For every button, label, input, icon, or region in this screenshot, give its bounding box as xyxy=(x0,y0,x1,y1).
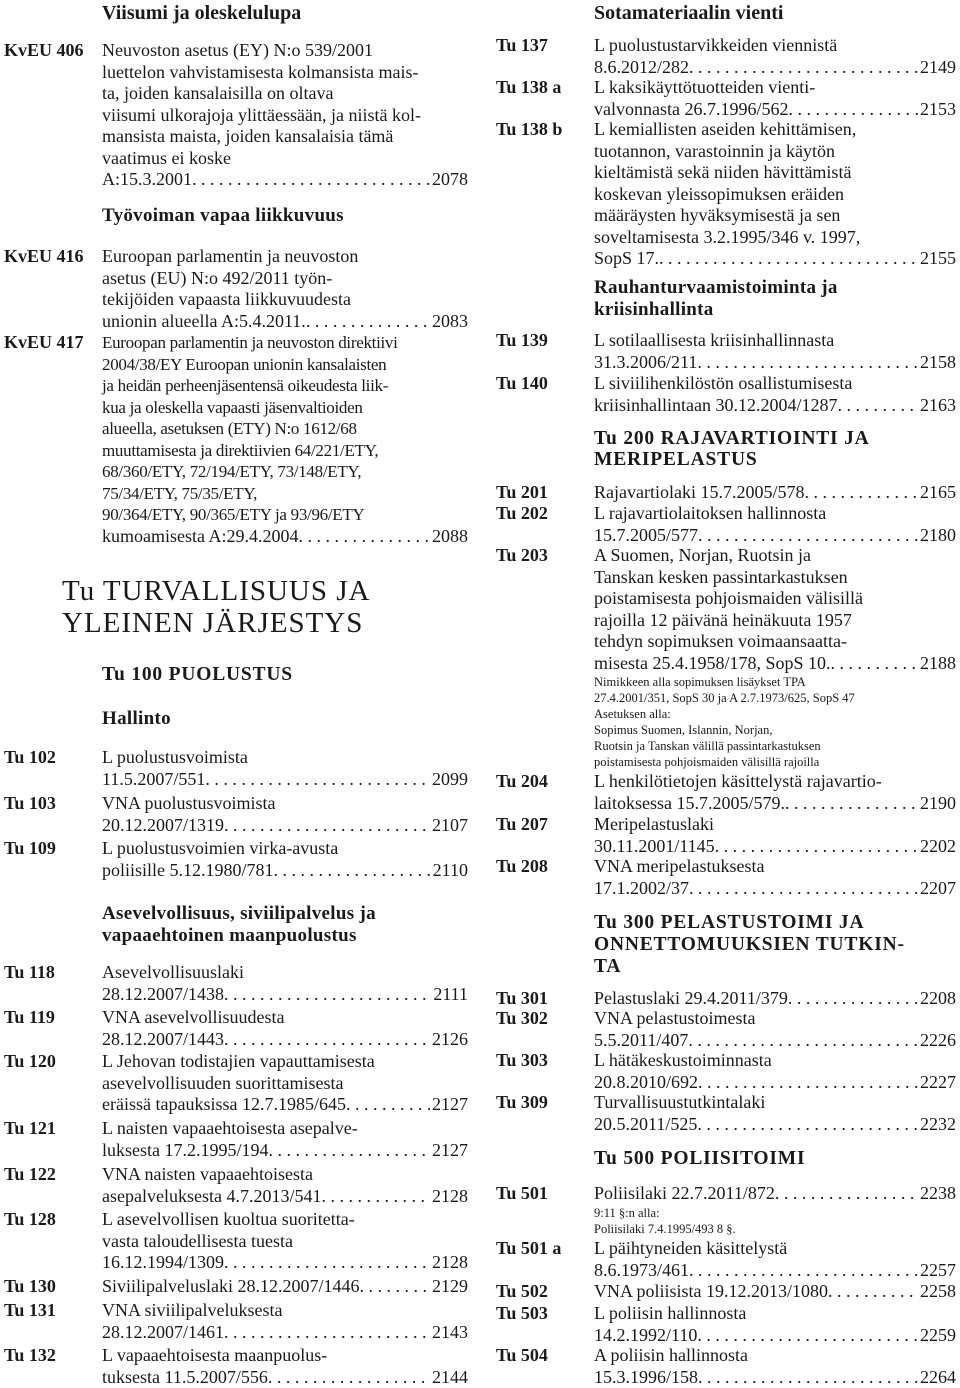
section-heading-peace-1: Rauhanturvaamistoiminta ja xyxy=(594,277,956,299)
entry-last-line: poliisille 5.12.1980/781 xyxy=(102,860,274,882)
entry-code: Tu 302 xyxy=(496,1008,548,1030)
entry-text xyxy=(594,1281,956,1303)
entry-code: Tu 503 xyxy=(496,1303,548,1325)
entry-line: Euroopan parlamentin ja neuvoston direktiivi xyxy=(102,332,468,354)
dot-leader xyxy=(224,984,431,1006)
entry-code: Tu 204 xyxy=(496,771,548,793)
entry-last-line: 20.5.2011/525 xyxy=(594,1114,697,1136)
section-heading-tu200-2: MERIPELASTUS xyxy=(594,449,956,470)
page-number: 2149 xyxy=(918,57,956,79)
entry-code: Tu 130 xyxy=(4,1276,56,1298)
entry-line: L puolustusvoimista xyxy=(102,747,468,769)
entry-line: muuttamisesta ja direktiivien 64/221/ETY, xyxy=(102,440,468,462)
page-number: 2259 xyxy=(918,1325,956,1347)
entry-last-line: VNA poliisista 19.12.2013/1080 xyxy=(594,1281,828,1303)
entry-line: L siviilihenkilöstön osallistumisesta xyxy=(594,373,956,395)
entry-text xyxy=(102,332,468,547)
entry-line: L puolustustarvikkeiden viennistä xyxy=(594,35,956,57)
dot-leader xyxy=(804,482,918,504)
entry-code: Tu 138 a xyxy=(496,77,561,99)
page-number: 2129 xyxy=(430,1276,468,1298)
entry-last-line: 28.12.2007/1443 xyxy=(102,1029,224,1051)
section-heading-peace-2: kriisinhallinta xyxy=(594,299,956,321)
page-number: 2158 xyxy=(918,352,956,374)
entry-code: Tu 131 xyxy=(4,1300,56,1322)
page-number: 2078 xyxy=(430,169,468,191)
entry-line: tekijöiden vapaasta liikkuvuudesta xyxy=(102,289,468,311)
entry-line: tehdyn sopimuksen voimaansaatta- xyxy=(594,631,956,653)
dot-leader xyxy=(321,1186,430,1208)
entry-line: asetus (EU) N:o 492/2011 työn- xyxy=(102,268,468,290)
entry-line: A poliisin hallinnosta xyxy=(594,1345,956,1367)
dot-leader xyxy=(306,311,430,333)
page-number: 2111 xyxy=(431,984,468,1006)
entry-note: 9:11 §:n alla: xyxy=(594,1205,956,1221)
dot-leader xyxy=(268,1367,430,1388)
entry-last-line: 17.1.2002/37 xyxy=(594,878,689,900)
entry-text xyxy=(102,1209,468,1274)
entry-text xyxy=(102,246,468,332)
dot-leader xyxy=(697,352,918,374)
entry-line: L sotilaallisesta kriisinhallinnasta xyxy=(594,330,956,352)
dot-leader xyxy=(831,653,918,675)
entry-code: Tu 137 xyxy=(496,35,548,57)
dot-leader xyxy=(715,836,918,858)
entry-last-line: 20.12.2007/1319 xyxy=(102,815,224,837)
entry-line: tuotannon, varastoinnin ja käytön xyxy=(594,141,956,163)
entry-text xyxy=(102,1276,468,1298)
page-number: 2144 xyxy=(430,1367,468,1388)
entry-text xyxy=(594,814,956,857)
entry-last-line: A:15.3.2001 xyxy=(102,169,192,191)
entry-line: VNA pelastustoimesta xyxy=(594,1008,956,1030)
entry-line: mansista maista, joiden kansalaisia tämä xyxy=(102,126,468,148)
entry-line: alueella, asetuksen (ETY) N:o 1612/68 xyxy=(102,418,468,440)
entry-last-line: kumoamisesta A:29.4.2004 xyxy=(102,526,299,548)
section-heading-tu300-3: TA xyxy=(594,956,956,977)
entry-code: KvEU 416 xyxy=(4,246,84,268)
section-heading-tu300-1: Tu 300 PELASTUSTOIMI JA xyxy=(594,912,956,933)
main-heading-line2: YLEINEN JÄRJESTYS xyxy=(62,607,468,639)
page-number: 2264 xyxy=(918,1367,956,1388)
entry-line: L Jehovan todistajien vapauttamisesta xyxy=(102,1051,468,1073)
entry-last-line: kriisinhallintaan 30.12.2004/1287 xyxy=(594,395,837,417)
entry-code: Tu 301 xyxy=(496,988,548,1010)
page-number: 2155 xyxy=(918,248,956,270)
entry-code: Tu 139 xyxy=(496,330,548,352)
entry-line: L rajavartiolaitoksen hallinnosta xyxy=(594,503,956,525)
entry-line: ta, joiden kansalaisilla on oltava xyxy=(102,83,468,105)
entry-code: Tu 208 xyxy=(496,856,548,878)
entry-text xyxy=(102,1118,468,1161)
page-number: 2190 xyxy=(918,793,956,815)
entry-last-line: laitoksessa 15.7.2005/579. xyxy=(594,793,785,815)
entry-text xyxy=(594,988,956,1010)
entry-text xyxy=(102,962,468,1005)
entry-line: VNA puolustusvoimista xyxy=(102,793,468,815)
entry-line: VNA asevelvollisuudesta xyxy=(102,1007,468,1029)
entry-code: Tu 128 xyxy=(4,1209,56,1231)
entry-line: poistamisesta pohjoismaiden välisillä xyxy=(594,588,956,610)
dot-leader xyxy=(659,248,918,270)
entry-code: Tu 309 xyxy=(496,1092,548,1114)
page-number: 2128 xyxy=(430,1186,468,1208)
entry-text xyxy=(594,1345,956,1388)
entry-text xyxy=(102,793,468,836)
dot-leader xyxy=(697,1325,918,1347)
entry-line: kieltämistä sekä niiden hävittämistä xyxy=(594,162,956,184)
entry-text xyxy=(102,1300,468,1343)
dot-leader xyxy=(788,99,918,121)
entry-text xyxy=(594,330,956,373)
entry-code: Tu 138 b xyxy=(496,119,562,141)
page-number: 2107 xyxy=(430,815,468,837)
entry-text xyxy=(102,40,468,191)
entry-note: 27.4.2001/351, SopS 30 ja A 2.7.1973/625, SopS 47 xyxy=(594,690,956,706)
entry-last-line: 16.12.1994/1309 xyxy=(102,1252,224,1274)
page-number: 2207 xyxy=(918,878,956,900)
entry-line: L asevelvollisen kuoltua suoritetta- xyxy=(102,1209,468,1231)
page-number: 2083 xyxy=(430,311,468,333)
entry-line: ja heidän perheenjäsentensä oikeudesta liik- xyxy=(102,375,468,397)
entry-line: Meripelastuslaki xyxy=(594,814,956,836)
entry-last-line: 28.12.2007/1461 xyxy=(102,1322,224,1344)
entry-line: Euroopan parlamentin ja neuvoston xyxy=(102,246,468,268)
entry-line: A Suomen, Norjan, Ruotsin ja xyxy=(594,545,956,567)
entry-text xyxy=(594,1092,956,1135)
entry-note: Ruotsin ja Tanskan välillä passintarkastuksen xyxy=(594,738,956,754)
entry-code: Tu 501 a xyxy=(496,1238,561,1260)
entry-last-line: misesta 25.4.1958/178, SopS 10. xyxy=(594,653,831,675)
entry-code: KvEU 406 xyxy=(4,40,84,62)
page-number: 2226 xyxy=(918,1030,956,1052)
entry-code: Tu 122 xyxy=(4,1164,56,1186)
entry-line: L vapaaehtoisesta maanpuolus- xyxy=(102,1345,468,1367)
dot-leader xyxy=(224,1029,430,1051)
entry-code: Tu 207 xyxy=(496,814,548,836)
dot-leader xyxy=(689,1260,918,1282)
entry-last-line: 20.8.2010/692 xyxy=(594,1072,698,1094)
page-number: 2143 xyxy=(430,1322,468,1344)
section-heading-conscription-1: Asevelvollisuus, siviilipalvelus ja xyxy=(102,903,468,925)
entry-code: KvEU 417 xyxy=(4,332,84,354)
entry-note: Nimikkeen alla sopimuksen lisäykset TPA xyxy=(594,674,956,690)
entry-text xyxy=(102,747,468,790)
entry-text xyxy=(594,373,956,416)
entry-last-line: Rajavartiolaki 15.7.2005/578 xyxy=(594,482,804,504)
entry-line: L henkilötietojen käsittelystä rajavartio- xyxy=(594,771,956,793)
dot-leader xyxy=(688,1030,918,1052)
entry-last-line: 15.3.1996/158 xyxy=(594,1367,698,1388)
entry-code: Tu 118 xyxy=(4,962,55,984)
entry-code: Tu 201 xyxy=(496,482,548,504)
dot-leader xyxy=(192,169,430,191)
entry-line: Tanskan kesken passintarkastuksen xyxy=(594,567,956,589)
entry-text xyxy=(594,1183,956,1237)
entry-line: soveltamisesta 3.2.1995/346 v. 1997, xyxy=(594,227,956,249)
section-heading-visa: Viisumi ja oleskelulupa xyxy=(102,2,468,24)
entry-text xyxy=(594,1008,956,1051)
entry-line: L hätäkeskustoiminnasta xyxy=(594,1050,956,1072)
entry-last-line: 28.12.2007/1438 xyxy=(102,984,224,1006)
entry-last-line: Poliisilaki 22.7.2011/872 xyxy=(594,1183,775,1205)
page-number: 2258 xyxy=(918,1281,956,1303)
page-number: 2238 xyxy=(918,1183,956,1205)
dot-leader xyxy=(828,1281,918,1303)
entry-note: Sopimus Suomen, Islannin, Norjan, xyxy=(594,722,956,738)
dot-leader xyxy=(346,1094,430,1116)
entry-note: Asetuksen alla: xyxy=(594,706,956,722)
entry-text xyxy=(594,119,956,270)
entry-line: Turvallisuustutkintalaki xyxy=(594,1092,956,1114)
entry-line: L poliisin hallinnosta xyxy=(594,1303,956,1325)
entry-line: vasta taloudellisesta tuesta xyxy=(102,1231,468,1253)
entry-code: Tu 140 xyxy=(496,373,548,395)
dot-leader xyxy=(698,1072,918,1094)
entry-last-line: 31.3.2006/211 xyxy=(594,352,697,374)
dot-leader xyxy=(837,395,918,417)
entry-text xyxy=(594,1303,956,1346)
dot-leader xyxy=(689,878,918,900)
entry-line: 90/364/ETY, 90/365/ETY ja 93/96/ETY xyxy=(102,504,468,526)
page-number: 2163 xyxy=(918,395,956,417)
entry-text xyxy=(102,1164,468,1207)
section-heading-tu500: Tu 500 POLIISITOIMI xyxy=(594,1148,956,1169)
page-number: 2153 xyxy=(918,99,956,121)
entry-code: Tu 502 xyxy=(496,1281,548,1303)
entry-line: L päihtyneiden käsittelystä xyxy=(594,1238,956,1260)
page-number: 2208 xyxy=(918,988,956,1010)
page-number: 2165 xyxy=(918,482,956,504)
dot-leader xyxy=(299,526,431,548)
section-heading-labour: Työvoiman vapaa liikkuvuus xyxy=(102,205,468,227)
entry-line: 75/34/ETY, 75/35/ETY, xyxy=(102,483,468,505)
dot-leader xyxy=(689,57,918,79)
entry-line: VNA siviilipalveluksesta xyxy=(102,1300,468,1322)
entry-text xyxy=(102,1345,468,1388)
entry-last-line: unionin alueella A:5.4.2011. xyxy=(102,311,306,333)
entry-line: L kemiallisten aseiden kehittämisen, xyxy=(594,119,956,141)
entry-line: viisumi ulkorajoja ylittäessään, ja niistä kol- xyxy=(102,105,468,127)
entry-line: Asevelvollisuuslaki xyxy=(102,962,468,984)
entry-line: L naisten vapaaehtoisesta asepalve- xyxy=(102,1118,468,1140)
dot-leader xyxy=(274,860,431,882)
section-heading-tu100: Tu 100 PUOLUSTUS xyxy=(102,664,468,685)
section-heading-tu200-1: Tu 200 RAJAVARTIOINTI JA xyxy=(594,428,956,449)
entry-text xyxy=(594,482,956,504)
dot-leader xyxy=(224,1322,430,1344)
entry-text xyxy=(594,35,956,78)
page-number: 2127 xyxy=(430,1094,468,1116)
dot-leader xyxy=(269,1140,431,1162)
entry-last-line: Siviilipalveluslaki 28.12.2007/1446 xyxy=(102,1276,360,1298)
entry-code: Tu 132 xyxy=(4,1345,56,1367)
entry-text xyxy=(102,1051,468,1116)
dot-leader xyxy=(697,1114,918,1136)
dot-leader xyxy=(698,1367,918,1388)
section-heading-export: Sotamateriaalin vienti xyxy=(594,2,956,24)
page-number: 2126 xyxy=(430,1029,468,1051)
entry-line: asevelvollisuuden suorittamisesta xyxy=(102,1073,468,1095)
section-heading-conscription-2: vapaaehtoinen maanpuolustus xyxy=(102,925,468,947)
dot-leader xyxy=(788,988,918,1010)
dot-leader xyxy=(205,769,430,791)
entry-code: Tu 501 xyxy=(496,1183,548,1205)
dot-leader xyxy=(224,815,430,837)
entry-code: Tu 119 xyxy=(4,1007,55,1029)
entry-text xyxy=(594,1238,956,1281)
entry-code: Tu 303 xyxy=(496,1050,548,1072)
entry-text xyxy=(594,856,956,899)
entry-text xyxy=(594,1050,956,1093)
entry-line: vaatimus ei koske xyxy=(102,148,468,170)
entry-line: määräysten hyväksymisestä ja sen xyxy=(594,205,956,227)
dot-leader xyxy=(785,793,918,815)
entry-text xyxy=(594,545,956,770)
entry-last-line: 11.5.2007/551 xyxy=(102,769,205,791)
main-heading-line1: Tu TURVALLISUUS JA xyxy=(62,575,468,607)
entry-text xyxy=(594,77,956,120)
entry-line: 2004/38/EY Euroopan unionin kansalaisten xyxy=(102,354,468,376)
entry-text xyxy=(102,1007,468,1050)
page-number: 2180 xyxy=(918,525,956,547)
page-number: 2128 xyxy=(430,1252,468,1274)
entry-last-line: valvonnasta 26.7.1996/562 xyxy=(594,99,788,121)
dot-leader xyxy=(775,1183,918,1205)
entry-code: Tu 120 xyxy=(4,1051,56,1073)
entry-last-line: eräissä tapauksissa 12.7.1985/645 xyxy=(102,1094,346,1116)
entry-note: Poliisilaki 7.4.1995/493 8 §. xyxy=(594,1221,956,1237)
entry-text xyxy=(594,503,956,546)
entry-last-line: 5.5.2011/407 xyxy=(594,1030,688,1052)
entry-code: Tu 202 xyxy=(496,503,548,525)
section-heading-tu300-2: ONNETTOMUUKSIEN TUTKIN- xyxy=(594,934,956,955)
entry-code: Tu 121 xyxy=(4,1118,56,1140)
entry-line: kua ja oleskella vapaasti jäsenvaltioiden xyxy=(102,397,468,419)
entry-line: rajoilla 12 päivänä heinäkuuta 1957 xyxy=(594,610,956,632)
entry-code: Tu 102 xyxy=(4,747,56,769)
entry-last-line: SopS 17. xyxy=(594,248,659,270)
page-number: 2088 xyxy=(430,526,468,548)
page-number: 2188 xyxy=(918,653,956,675)
entry-line: L kaksikäyttötuotteiden vienti- xyxy=(594,77,956,99)
dot-leader xyxy=(698,525,918,547)
page-number: 2202 xyxy=(918,836,956,858)
entry-line: VNA naisten vapaaehtoisesta xyxy=(102,1164,468,1186)
entry-code: Tu 203 xyxy=(496,545,548,567)
entry-last-line: Pelastuslaki 29.4.2011/379 xyxy=(594,988,788,1010)
page-number: 2232 xyxy=(918,1114,956,1136)
entry-last-line: tuksesta 11.5.2007/556 xyxy=(102,1367,268,1388)
entry-last-line: luksesta 17.2.1995/194 xyxy=(102,1140,269,1162)
entry-last-line: 8.6.1973/461 xyxy=(594,1260,689,1282)
entry-line: L puolustusvoimien virka-avusta xyxy=(102,838,468,860)
entry-text xyxy=(102,838,468,881)
entry-note: poistamisesta pohjoismaiden välisillä rajoilla xyxy=(594,754,956,770)
page-number: 2227 xyxy=(918,1072,956,1094)
page-number: 2110 xyxy=(431,860,468,882)
page-number: 2099 xyxy=(430,769,468,791)
page-number: 2257 xyxy=(918,1260,956,1282)
entry-last-line: 30.11.2001/1145 xyxy=(594,836,715,858)
entry-code: Tu 103 xyxy=(4,793,56,815)
entry-code: Tu 504 xyxy=(496,1345,548,1367)
entry-last-line: 14.2.1992/110 xyxy=(594,1325,697,1347)
entry-line: Neuvoston asetus (EY) N:o 539/2001 xyxy=(102,40,468,62)
entry-line: koskevan yleissopimuksen eräiden xyxy=(594,184,956,206)
entry-code: Tu 109 xyxy=(4,838,56,860)
dot-leader xyxy=(224,1252,430,1274)
entry-last-line: 15.7.2005/577 xyxy=(594,525,698,547)
entry-line: VNA meripelastuksesta xyxy=(594,856,956,878)
entry-last-line: asepalveluksesta 4.7.2013/541 xyxy=(102,1186,321,1208)
dot-leader xyxy=(360,1276,431,1298)
page-number: 2127 xyxy=(430,1140,468,1162)
entry-text xyxy=(594,771,956,814)
entry-line: 68/360/ETY, 72/194/ETY, 73/148/ETY, xyxy=(102,461,468,483)
entry-last-line: 8.6.2012/282 xyxy=(594,57,689,79)
section-heading-admin: Hallinto xyxy=(102,708,468,730)
entry-line: luettelon vahvistamisesta kolmansista mais- xyxy=(102,62,468,84)
